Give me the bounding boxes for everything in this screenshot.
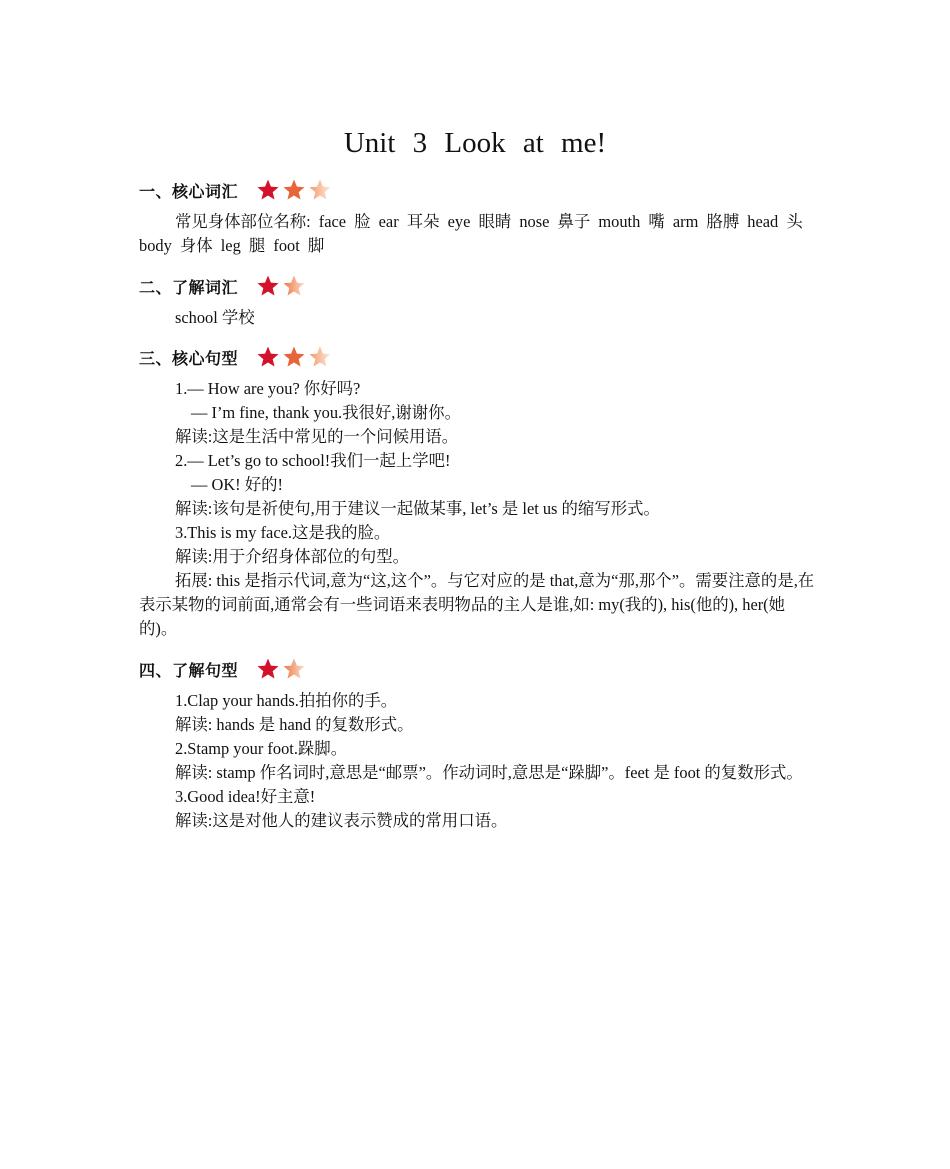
star-icon bbox=[282, 178, 306, 202]
section-core-sentences bbox=[139, 343, 819, 641]
vocabulary-list: 常见身体部位名称: face 脸 ear 耳朵 eye 眼睛 nose 鼻子 mouth 嘴 arm 胳膊 head 头 body 身体 leg 腿 foot 脚 bbox=[139, 212, 803, 255]
star-icon bbox=[256, 657, 280, 681]
extension-paragraph: 拓展: this 是指示代词,意为“这,这个”。与它对应的是 that,意为“那,那个”。需要注意的是,在表示某物的词前面,通常会有一些词语来表明物品的主人是谁,如: my(我的), his(他的), her(她的)。 bbox=[139, 571, 815, 638]
star-rating bbox=[256, 345, 332, 369]
explanation-line: 解读:该句是祈使句,用于建议一起做某事, let’s 是 let us 的缩写形式。 bbox=[175, 499, 660, 518]
star-icon bbox=[256, 178, 280, 202]
heading-label: 三、核心句型 bbox=[139, 348, 239, 368]
sentence-line: 2.Stamp your foot.跺脚。 bbox=[175, 739, 348, 758]
heading-label: 四、了解句型 bbox=[139, 660, 239, 680]
heading-label: 一、核心词汇 bbox=[139, 181, 239, 201]
explanation-line: 解读:这是对他人的建议表示赞成的常用口语。 bbox=[175, 811, 508, 830]
page-title: Unit 3 Look at me! bbox=[343, 127, 607, 159]
section-heading bbox=[139, 655, 819, 683]
section-body bbox=[139, 210, 819, 258]
section-heading bbox=[139, 343, 819, 371]
star-icon bbox=[256, 345, 280, 369]
heading-label: 二、了解词汇 bbox=[139, 277, 239, 297]
section-core-vocabulary bbox=[139, 176, 819, 258]
vocabulary-item: school 学校 bbox=[175, 308, 255, 327]
section-heading bbox=[139, 176, 819, 204]
explanation-line: 解读:用于介绍身体部位的句型。 bbox=[175, 547, 410, 566]
sentence-line: 1.— How are you? 你好吗? bbox=[175, 379, 361, 398]
section-extra-vocabulary bbox=[139, 272, 819, 330]
explanation-line: 解读:这是生活中常见的一个问候用语。 bbox=[175, 427, 459, 446]
star-icon bbox=[282, 345, 306, 369]
star-rating bbox=[256, 274, 306, 298]
explanation-paragraph: 解读: stamp 作名词时,意思是“邮票”。作动词时,意思是“跺脚”。feet 是 foot 的复数形式。 bbox=[175, 763, 803, 782]
explanation-line: 解读: hands 是 hand 的复数形式。 bbox=[175, 715, 414, 734]
star-half-icon bbox=[282, 657, 306, 681]
section-body bbox=[139, 306, 819, 330]
star-half-icon bbox=[308, 345, 332, 369]
sentence-line: 3.Good idea!好主意! bbox=[175, 787, 316, 806]
star-icon bbox=[256, 274, 280, 298]
sentence-line: — I’m fine, thank you.我很好,谢谢你。 bbox=[191, 403, 461, 422]
star-half-icon bbox=[282, 274, 306, 298]
star-rating bbox=[256, 178, 332, 202]
section-body bbox=[139, 377, 819, 641]
section-extra-sentences bbox=[139, 655, 819, 833]
sentence-line: 3.This is my face.这是我的脸。 bbox=[175, 523, 391, 542]
sentence-line: — OK! 好的! bbox=[191, 475, 283, 494]
sentence-line: 2.— Let’s go to school!我们一起上学吧! bbox=[175, 451, 451, 470]
star-rating bbox=[256, 657, 306, 681]
star-half-icon bbox=[308, 178, 332, 202]
section-heading bbox=[139, 272, 819, 300]
sentence-line: 1.Clap your hands.拍拍你的手。 bbox=[175, 691, 398, 710]
section-body bbox=[139, 689, 819, 833]
